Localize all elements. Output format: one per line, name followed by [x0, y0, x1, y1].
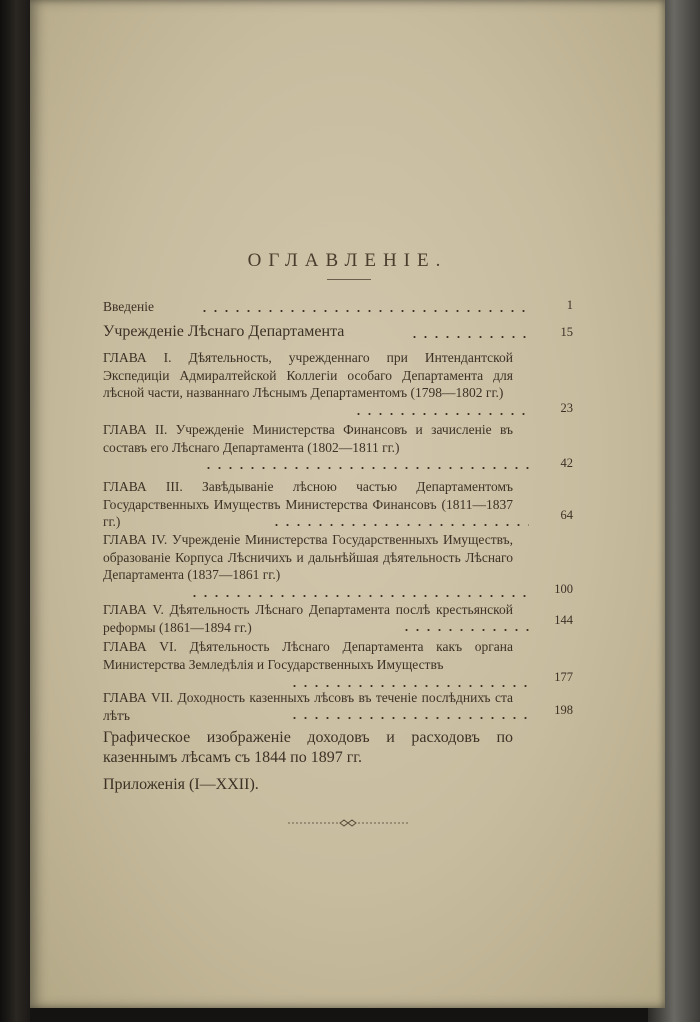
toc-entry-title: ГЛАВА III. Завѣдываніе лѣсною частью Департаментомъ Государственныхъ Имуществъ Министерства Финансовъ (1811—1837 гг.) — [103, 479, 513, 529]
dot-leader — [401, 629, 529, 631]
page-title: ОГЛАВЛЕНІЕ. — [247, 250, 448, 271]
dot-leader — [203, 467, 529, 469]
toc-entry-title: ГЛАВА IV. Учрежденіе Министерства Государственныхъ Имуществъ, образованіе Корпуса Лѣсничихъ и дальнѣйшая дѣятельность Лѣснаго Департамента (1837—1861 гг.) — [103, 532, 513, 582]
toc-entry-page: 100 — [554, 582, 573, 596]
toc-entry-title: Учрежденіе Лѣснаго Департамента — [103, 323, 345, 340]
toc-entry-page: 1 — [566, 298, 573, 312]
toc-entry-page: 144 — [554, 613, 573, 627]
dot-leader — [289, 685, 529, 687]
book-spine-shadow — [0, 0, 30, 1022]
toc-entry — [103, 478, 573, 531]
toc-entry — [103, 421, 573, 474]
toc-entry-title: Приложенія (I—XXII). — [103, 776, 259, 793]
toc-entry — [103, 638, 573, 688]
toc-entry-title: Графическое изображеніе доходовъ и расходовъ по казеннымъ лѣсамъ съ 1844 по 1897 гг. — [103, 729, 513, 766]
toc-entry — [103, 349, 573, 419]
toc-entry-title: ГЛАВА VII. Доходность казенныхъ лѣсовъ въ теченіе послѣднихъ ста лѣтъ — [103, 690, 513, 723]
toc-entry-title: ГЛАВА II. Учрежденіе Министерства Финансовъ и зачисленіе въ составъ его Лѣснаго Департамента (1802—1811 гг.) — [103, 422, 513, 455]
toc-entry — [103, 531, 573, 601]
ornament-divider — [288, 817, 408, 829]
toc-entry-title: ГЛАВА I. Дѣятельность, учрежденнаго при Интендантской Экспедиціи Адмиралтейской Коллегіи особаго Департамента для лѣсной части, названнаго Лѣснымъ Департаментомъ (1798—1802 гг.) — [103, 350, 513, 400]
dot-leader — [189, 595, 529, 597]
dot-leader — [199, 310, 531, 312]
toc-entry-title: ГЛАВА VI. Дѣятельность Лѣснаго Департамента какъ органа Министерства Земледѣлія и Государственныхъ Имуществъ — [103, 639, 513, 672]
toc-entry-page: 23 — [560, 401, 573, 415]
dot-leader — [289, 717, 529, 719]
toc-entry-page: 42 — [560, 456, 573, 470]
book-page — [30, 0, 665, 1008]
title-underline — [327, 279, 371, 280]
toc-entry-title: ГЛАВА V. Дѣятельность Лѣснаго Департамента послѣ крестьянской реформы (1861—1894 гг.) — [103, 602, 513, 635]
toc-entry — [103, 689, 573, 725]
toc-entry — [103, 601, 573, 637]
dot-leader — [271, 524, 529, 526]
dot-leader — [353, 413, 529, 415]
toc-entry — [103, 728, 573, 770]
toc-entry — [103, 298, 573, 316]
toc-entry-page: 15 — [560, 325, 573, 339]
toc-entry-page: 198 — [554, 703, 573, 717]
toc-entry — [103, 322, 573, 344]
dot-leader — [409, 336, 529, 338]
toc-entry-page: 64 — [560, 508, 573, 522]
toc-entry — [103, 775, 573, 797]
toc-entry-page: 177 — [554, 670, 573, 684]
toc-entry-title: Введеніе — [103, 299, 154, 314]
